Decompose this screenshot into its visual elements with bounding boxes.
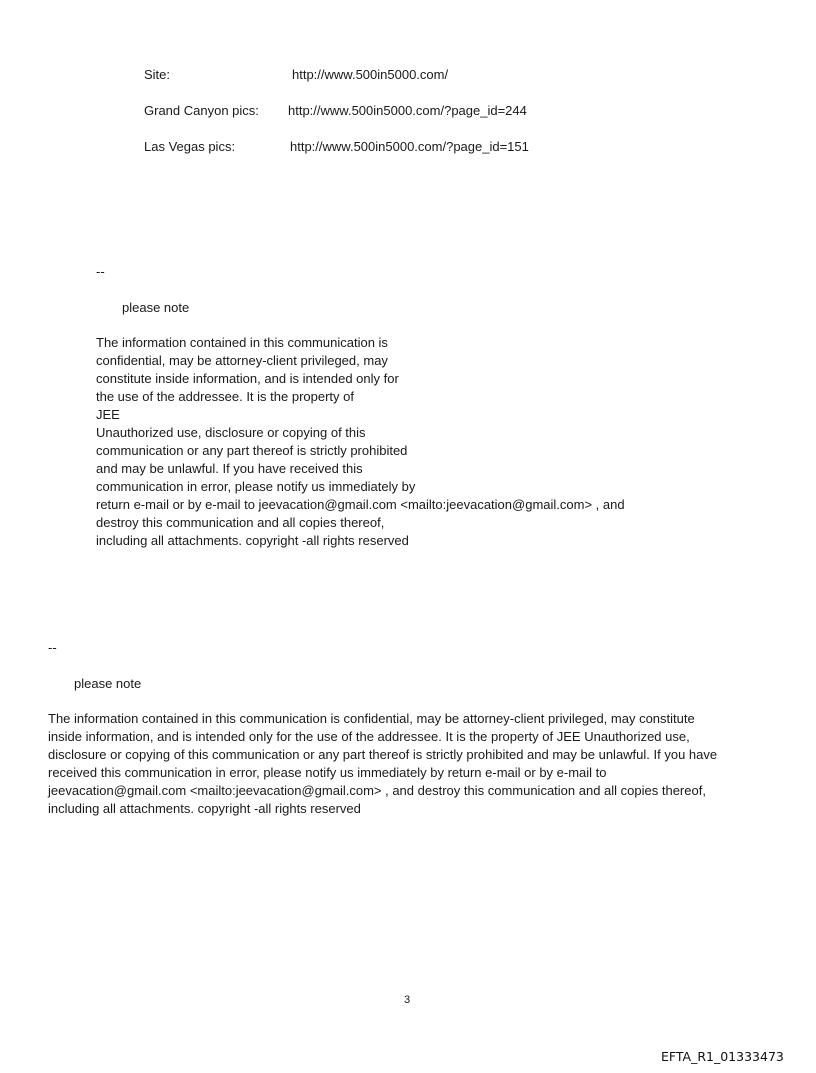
notice-line: the use of the addressee. It is the property of [96, 389, 354, 404]
site-url-link[interactable]: http://www.500in5000.com/ [292, 67, 449, 82]
signature-note-heading: please note [122, 300, 190, 315]
confidentiality-notice [96, 334, 625, 550]
confidentiality-notice [48, 710, 717, 818]
notice-line: inside information, and is intended only for the use of the addressee. It is the property of JEE Unauthorized use, [48, 729, 690, 744]
notice-line: including all attachments. copyright -all rights reserved [96, 533, 409, 548]
las-vegas-url-link[interactable]: http://www.500in5000.com/?page_id=151 [290, 139, 529, 154]
notice-line: The information contained in this communication is [96, 335, 388, 350]
notice-line: constitute inside information, and is intended only for [96, 371, 399, 386]
signature-separator: -- [48, 640, 57, 655]
signature-separator: -- [96, 264, 105, 279]
notice-line: communication in error, please notify us immediately by [96, 479, 416, 494]
notice-line: confidential, may be attorney-client privileged, may [96, 353, 388, 368]
notice-line: jeevacation@gmail.com <mailto:jeevacation@gmail.com> , and destroy this communication and all copies thereof, [48, 783, 706, 798]
document-id: EFTA_R1_01333473 [661, 1049, 784, 1064]
notice-line: received this communication in error, please notify us immediately by return e-mail or by e-mail to [48, 765, 607, 780]
notice-line: including all attachments. copyright -all rights reserved [48, 801, 361, 816]
notice-line: disclosure or copying of this communication or any part thereof is strictly prohibited and may be unlawful. If you have [48, 747, 718, 762]
notice-line: and may be unlawful. If you have received this [96, 461, 363, 476]
notice-line: return e-mail or by e-mail to jeevacation@gmail.com <mailto:jeevacation@gmail.com> , and [96, 497, 625, 512]
page-number: 3 [404, 994, 411, 1006]
notice-line: JEE [96, 407, 120, 422]
site-label: Site: [144, 67, 171, 82]
las-vegas-label: Las Vegas pics: [144, 139, 236, 154]
grand-canyon-url-link[interactable]: http://www.500in5000.com/?page_id=244 [288, 103, 527, 118]
notice-line: The information contained in this communication is confidential, may be attorney-client privileged, may constitute [48, 711, 695, 726]
grand-canyon-label: Grand Canyon pics: [144, 103, 259, 118]
notice-line: Unauthorized use, disclosure or copying of this [96, 425, 366, 440]
notice-line: destroy this communication and all copies thereof, [96, 515, 385, 530]
signature-note-heading: please note [74, 676, 142, 691]
notice-line: communication or any part thereof is strictly prohibited [96, 443, 408, 458]
